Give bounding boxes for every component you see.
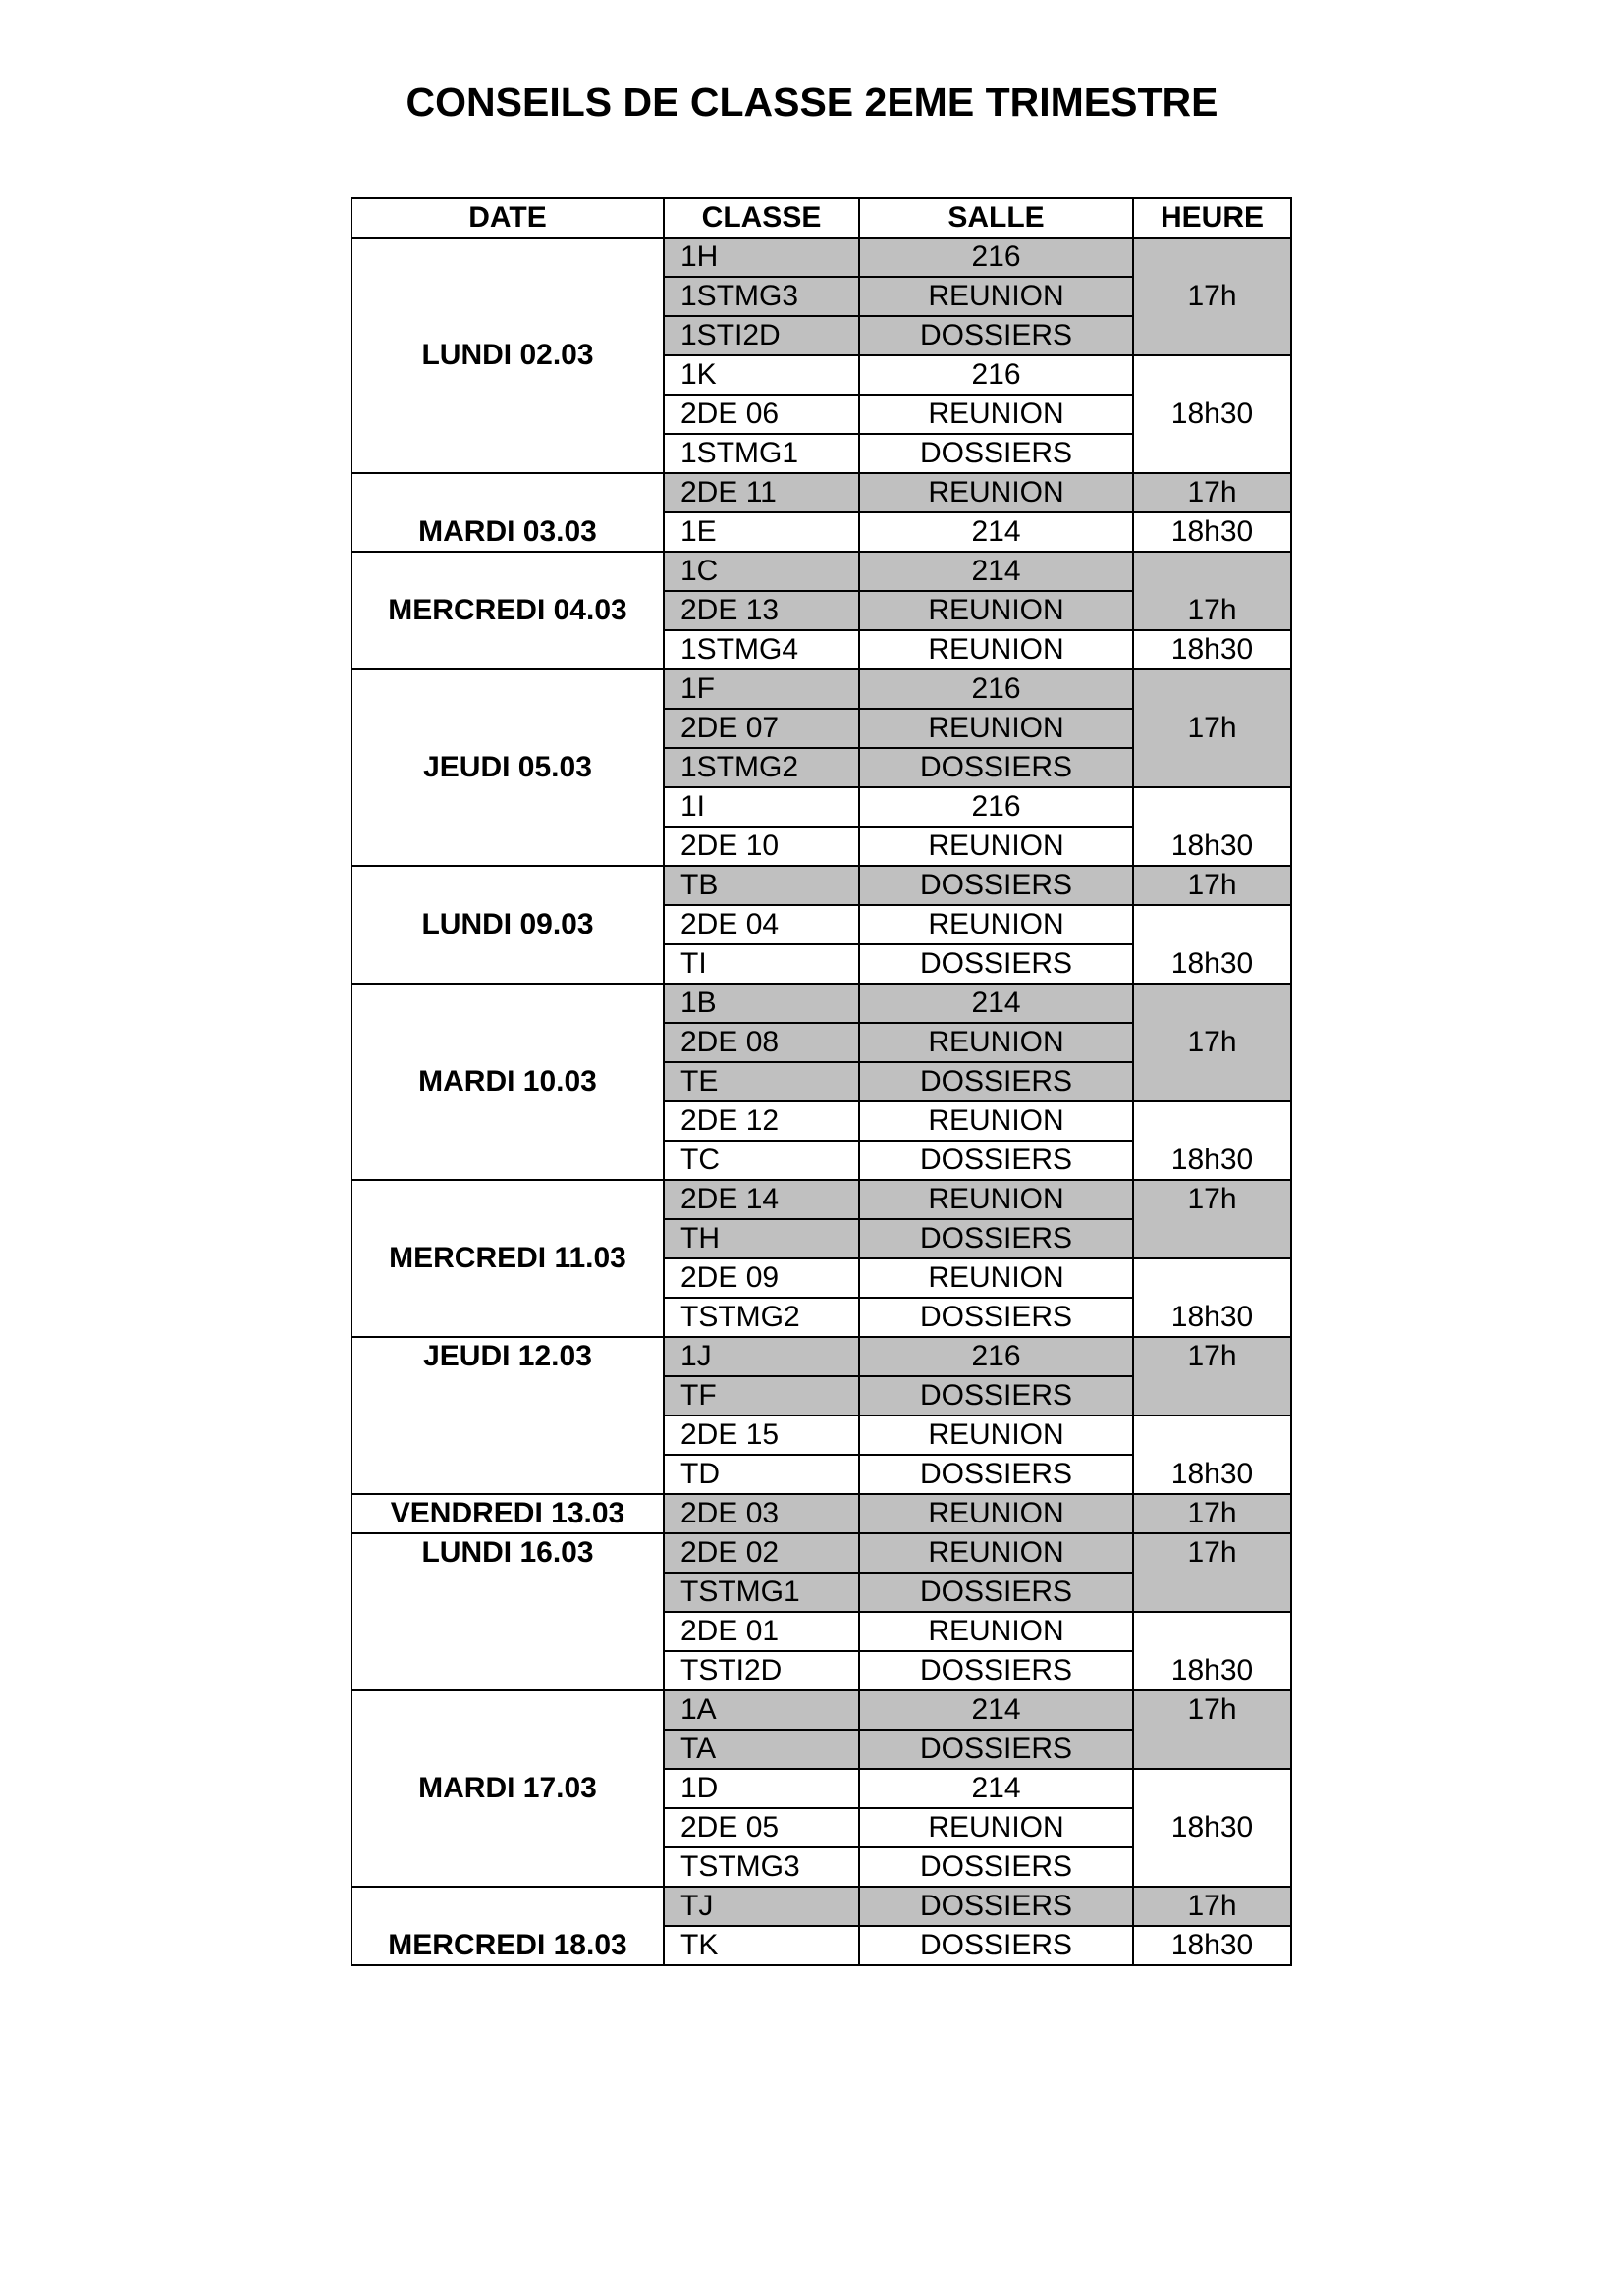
classe-cell: 2DE 12 [664,1101,859,1141]
classe-cell: 1STMG3 [664,277,859,316]
classe-cell: TA [664,1730,859,1769]
classe-cell: 1D [664,1769,859,1808]
salle-cell: DOSSIERS [859,1455,1133,1494]
heure-cell: 18h30 [1133,355,1291,473]
heure-cell: 17h [1133,669,1291,787]
date-cell: MARDI 10.03 [352,984,664,1180]
classe-cell: TB [664,866,859,905]
heure-cell: 17h [1133,473,1291,512]
table-row [352,866,1291,905]
date-cell: VENDREDI 13.03 [352,1494,664,1533]
classe-cell: 1STMG1 [664,434,859,473]
date-cell: MERCREDI 18.03 [352,1887,664,1965]
classe-cell: 2DE 03 [664,1494,859,1533]
salle-cell: REUNION [859,630,1133,669]
classe-cell: 2DE 08 [664,1023,859,1062]
salle-cell: DOSSIERS [859,748,1133,787]
salle-cell: DOSSIERS [859,1651,1133,1690]
classe-cell: 1STMG4 [664,630,859,669]
schedule-body [352,238,1291,1965]
salle-cell: REUNION [859,709,1133,748]
salle-cell: 216 [859,238,1133,277]
salle-cell: DOSSIERS [859,944,1133,984]
salle-cell: REUNION [859,827,1133,866]
classe-cell: TSTMG1 [664,1573,859,1612]
classe-cell: TJ [664,1887,859,1926]
header-salle: SALLE [859,198,1133,238]
classe-cell: 2DE 04 [664,905,859,944]
classe-cell: 1A [664,1690,859,1730]
salle-cell: DOSSIERS [859,1847,1133,1887]
heure-cell: 17h [1133,1494,1291,1533]
classe-cell: 1STMG2 [664,748,859,787]
salle-cell: REUNION [859,1258,1133,1298]
classe-cell: TE [664,1062,859,1101]
classe-cell: 2DE 13 [664,591,859,630]
classe-cell: 2DE 06 [664,395,859,434]
date-cell: LUNDI 09.03 [352,866,664,984]
classe-cell: 1J [664,1337,859,1376]
schedule-table [351,197,1292,1966]
header-heure: HEURE [1133,198,1291,238]
date-cell: MARDI 03.03 [352,473,664,552]
classe-cell: 2DE 05 [664,1808,859,1847]
salle-cell: DOSSIERS [859,1062,1133,1101]
classe-cell: TF [664,1376,859,1415]
classe-cell: 1H [664,238,859,277]
date-cell: LUNDI 02.03 [352,238,664,473]
classe-cell: TD [664,1455,859,1494]
heure-cell: 18h30 [1133,905,1291,984]
heure-cell: 17h [1133,1180,1291,1258]
salle-cell: 214 [859,1690,1133,1730]
classe-cell: 2DE 10 [664,827,859,866]
salle-cell: REUNION [859,905,1133,944]
header-date: DATE [352,198,664,238]
table-row [352,1690,1291,1730]
salle-cell: 216 [859,787,1133,827]
table-row [352,1887,1291,1926]
salle-cell: REUNION [859,1023,1133,1062]
salle-cell: REUNION [859,1808,1133,1847]
header-row [352,198,1291,238]
salle-cell: REUNION [859,473,1133,512]
table-row [352,1533,1291,1573]
classe-cell: TC [664,1141,859,1180]
classe-cell: 2DE 14 [664,1180,859,1219]
table-row [352,669,1291,709]
classe-cell: 1C [664,552,859,591]
salle-cell: DOSSIERS [859,1141,1133,1180]
heure-cell: 17h [1133,1690,1291,1769]
heure-cell: 17h [1133,238,1291,355]
table-row [352,984,1291,1023]
salle-cell: REUNION [859,395,1133,434]
heure-cell: 18h30 [1133,787,1291,866]
classe-cell: TH [664,1219,859,1258]
classe-cell: TI [664,944,859,984]
heure-cell: 18h30 [1133,630,1291,669]
date-cell: JEUDI 12.03 [352,1337,664,1494]
salle-cell: REUNION [859,1494,1133,1533]
classe-cell: 1B [664,984,859,1023]
classe-cell: TSTMG3 [664,1847,859,1887]
table-row [352,1494,1291,1533]
classe-cell: 1STI2D [664,316,859,355]
salle-cell: DOSSIERS [859,1887,1133,1926]
heure-cell: 18h30 [1133,1769,1291,1887]
heure-cell: 18h30 [1133,1415,1291,1494]
salle-cell: DOSSIERS [859,1219,1133,1258]
table-row [352,473,1291,512]
heure-cell: 18h30 [1133,1926,1291,1965]
heure-cell: 17h [1133,1533,1291,1612]
classe-cell: 2DE 02 [664,1533,859,1573]
date-cell: JEUDI 05.03 [352,669,664,866]
classe-cell: 1F [664,669,859,709]
table-row [352,1337,1291,1376]
classe-cell: 1E [664,512,859,552]
salle-cell: DOSSIERS [859,434,1133,473]
heure-cell: 17h [1133,1337,1291,1415]
heure-cell: 17h [1133,552,1291,630]
heure-cell: 18h30 [1133,1101,1291,1180]
classe-cell: TK [664,1926,859,1965]
header-classe: CLASSE [664,198,859,238]
classe-cell: 2DE 11 [664,473,859,512]
classe-cell: 2DE 09 [664,1258,859,1298]
salle-cell: 216 [859,1337,1133,1376]
salle-cell: REUNION [859,591,1133,630]
salle-cell: DOSSIERS [859,1926,1133,1965]
classe-cell: 1K [664,355,859,395]
classe-cell: 2DE 07 [664,709,859,748]
salle-cell: REUNION [859,1533,1133,1573]
salle-cell: REUNION [859,1415,1133,1455]
salle-cell: DOSSIERS [859,1376,1133,1415]
classe-cell: 2DE 01 [664,1612,859,1651]
salle-cell: 214 [859,984,1133,1023]
salle-cell: REUNION [859,1180,1133,1219]
heure-cell: 18h30 [1133,1258,1291,1337]
heure-cell: 18h30 [1133,512,1291,552]
salle-cell: 214 [859,1769,1133,1808]
classe-cell: TSTMG2 [664,1298,859,1337]
classe-cell: 1I [664,787,859,827]
salle-cell: DOSSIERS [859,866,1133,905]
table-row [352,1180,1291,1219]
heure-cell: 17h [1133,866,1291,905]
salle-cell: DOSSIERS [859,1730,1133,1769]
salle-cell: 214 [859,552,1133,591]
table-row [352,552,1291,591]
page-title: CONSEILS DE CLASSE 2EME TRIMESTRE [406,80,1218,125]
date-cell: MERCREDI 11.03 [352,1180,664,1337]
salle-cell: DOSSIERS [859,316,1133,355]
salle-cell: REUNION [859,277,1133,316]
heure-cell: 18h30 [1133,1612,1291,1690]
salle-cell: 216 [859,669,1133,709]
salle-cell: REUNION [859,1101,1133,1141]
classe-cell: TSTI2D [664,1651,859,1690]
salle-cell: DOSSIERS [859,1573,1133,1612]
salle-cell: 214 [859,512,1133,552]
heure-cell: 17h [1133,984,1291,1101]
date-cell: LUNDI 16.03 [352,1533,664,1690]
date-cell: MERCREDI 04.03 [352,552,664,669]
salle-cell: DOSSIERS [859,1298,1133,1337]
table-row [352,238,1291,277]
classe-cell: 2DE 15 [664,1415,859,1455]
salle-cell: 216 [859,355,1133,395]
heure-cell: 17h [1133,1887,1291,1926]
salle-cell: REUNION [859,1612,1133,1651]
date-cell: MARDI 17.03 [352,1690,664,1887]
